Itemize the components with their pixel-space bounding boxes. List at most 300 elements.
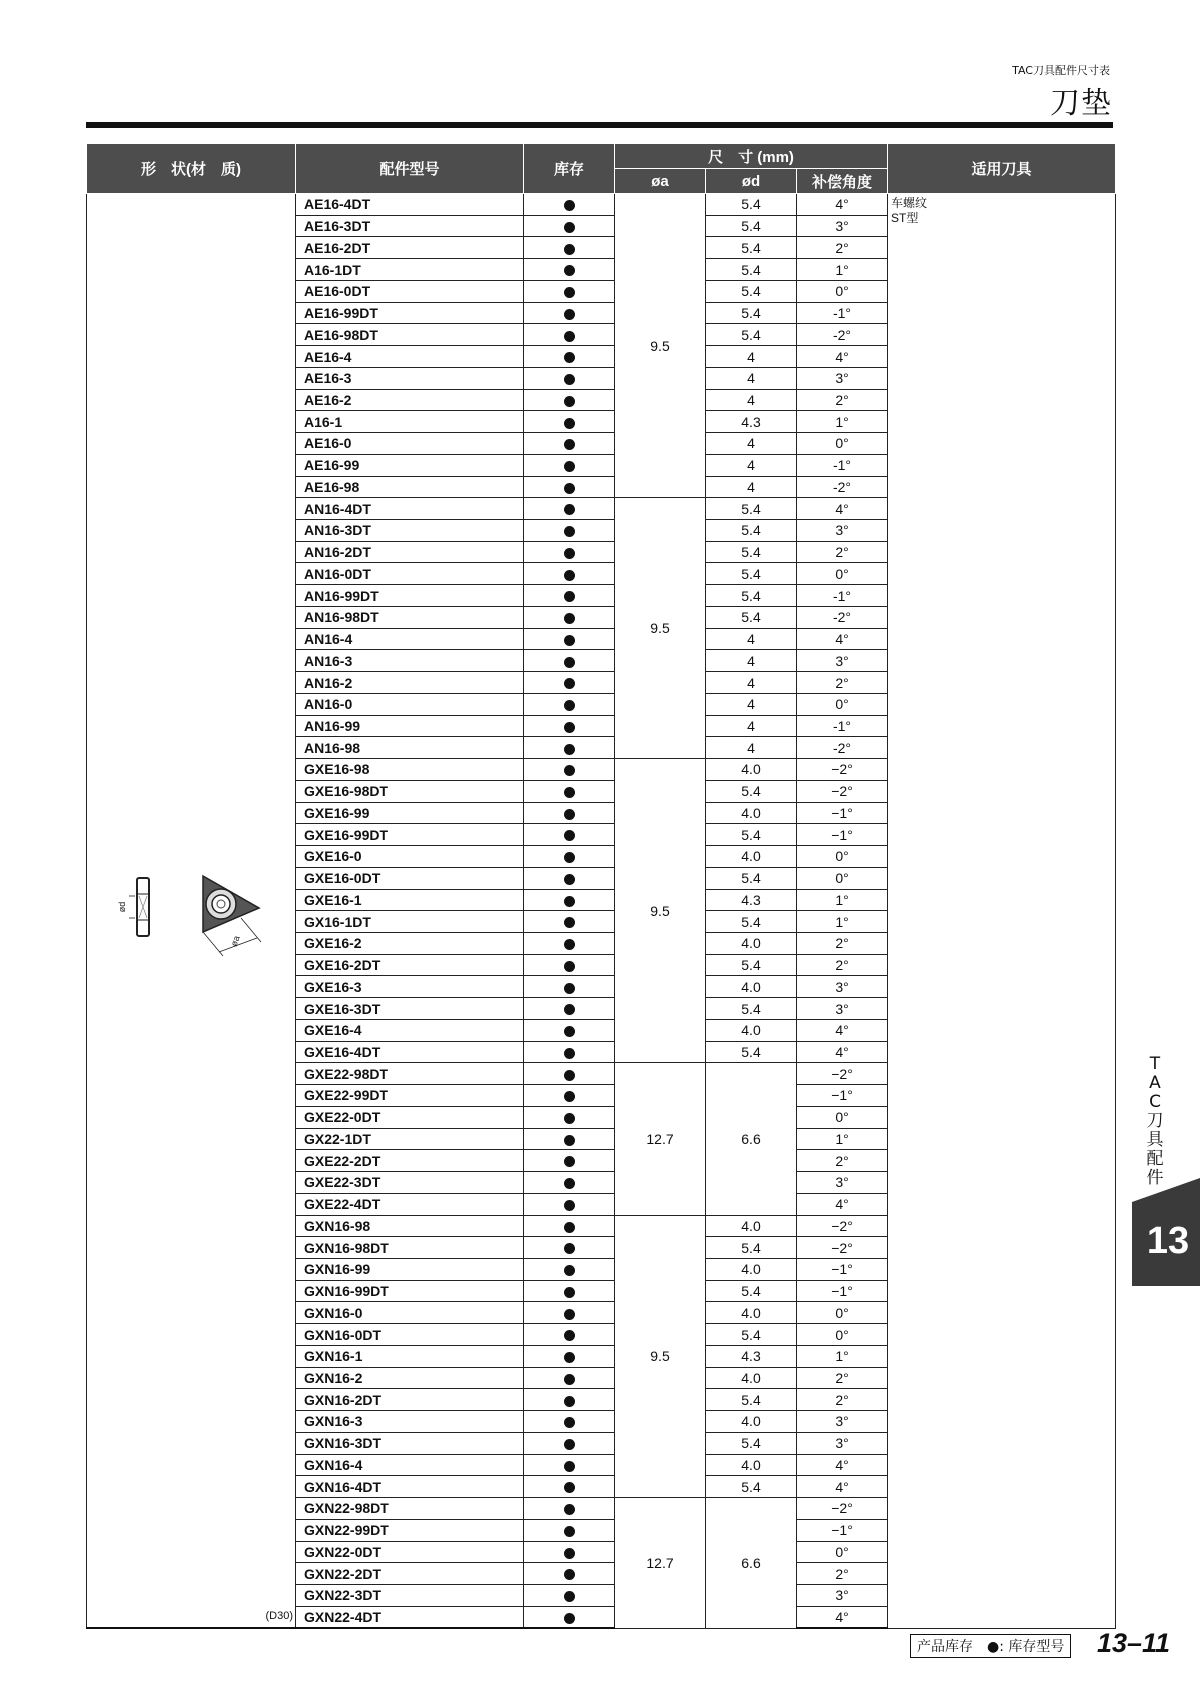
stock-cell — [524, 1063, 615, 1085]
od-value: 5.4 — [706, 280, 797, 302]
stock-dot-icon — [564, 983, 575, 994]
stock-dot-icon — [564, 1417, 575, 1428]
stock-cell — [524, 1498, 615, 1520]
angle-value: -1° — [797, 585, 888, 607]
od-value: 4 — [706, 367, 797, 389]
od-value: 4.0 — [706, 1215, 797, 1237]
stock-cell — [524, 802, 615, 824]
angle-value: 0° — [797, 563, 888, 585]
od-value: 4 — [706, 650, 797, 672]
angle-value: −1° — [797, 1280, 888, 1302]
stock-dot-icon — [564, 1200, 575, 1211]
stock-cell — [524, 911, 615, 933]
stock-dot-icon — [564, 1591, 575, 1602]
od-value: 5.4 — [706, 1389, 797, 1411]
oa-value: 9.5 — [615, 759, 706, 1063]
stock-cell — [524, 846, 615, 868]
angle-value: 2° — [797, 1367, 888, 1389]
od-value: 5.4 — [706, 1280, 797, 1302]
part-number: AN16-99DT — [296, 585, 524, 607]
angle-value: 4° — [797, 628, 888, 650]
table-row — [87, 194, 1116, 216]
part-number: AE16-0 — [296, 433, 524, 455]
stock-cell — [524, 715, 615, 737]
stock-cell — [524, 498, 615, 520]
od-value: 6.6 — [706, 1063, 797, 1215]
stock-dot-icon — [564, 526, 575, 537]
od-value: 4 — [706, 454, 797, 476]
stock-dot-icon — [564, 896, 575, 907]
angle-value: 3° — [797, 650, 888, 672]
stock-cell — [524, 259, 615, 281]
angle-value: −2° — [797, 1063, 888, 1085]
part-number: GXN16-3 — [296, 1411, 524, 1433]
angle-value: −2° — [797, 1498, 888, 1520]
spec-table — [86, 143, 1116, 1629]
stock-cell — [524, 1476, 615, 1498]
stock-cell — [524, 1345, 615, 1367]
stock-cell — [524, 976, 615, 998]
stock-cell — [524, 476, 615, 498]
od-value: 5.4 — [706, 1476, 797, 1498]
od-value: 4 — [706, 628, 797, 650]
stock-cell — [524, 237, 615, 259]
part-number: AE16-3 — [296, 367, 524, 389]
col-header-tool: 适用刀具 — [888, 144, 1116, 194]
angle-value: 3° — [797, 998, 888, 1020]
angle-value: 2° — [797, 389, 888, 411]
part-number: AN16-98 — [296, 737, 524, 759]
col-header-angle: 补偿角度 — [797, 169, 888, 194]
stock-dot-icon — [564, 287, 575, 298]
angle-value: 4° — [797, 1041, 888, 1063]
stock-cell — [524, 1237, 615, 1259]
part-number: GXE16-98DT — [296, 780, 524, 802]
od-value: 5.4 — [706, 954, 797, 976]
stock-dot-icon — [564, 352, 575, 363]
angle-value: 3° — [797, 520, 888, 542]
angle-value: 1° — [797, 411, 888, 433]
angle-value: 0° — [797, 867, 888, 889]
od-value: 4.0 — [706, 802, 797, 824]
stock-dot-icon — [564, 1048, 575, 1059]
part-number: GXE16-0DT — [296, 867, 524, 889]
angle-value: -2° — [797, 476, 888, 498]
stock-dot-icon — [564, 1396, 575, 1407]
stock-cell — [524, 520, 615, 542]
part-number: GXN16-2 — [296, 1367, 524, 1389]
oa-value: 12.7 — [615, 1498, 706, 1629]
od-dimension-label: ød — [117, 901, 127, 912]
od-value: 4.0 — [706, 1454, 797, 1476]
stock-cell — [524, 1258, 615, 1280]
angle-value: 4° — [797, 194, 888, 216]
stock-cell — [524, 693, 615, 715]
col-header-oa: øa — [615, 169, 706, 194]
angle-value: −1° — [797, 802, 888, 824]
oa-value: 9.5 — [615, 498, 706, 759]
angle-value: -1° — [797, 302, 888, 324]
oa-value: 9.5 — [615, 194, 706, 498]
part-number: AE16-3DT — [296, 215, 524, 237]
angle-value: -2° — [797, 606, 888, 628]
angle-value: 0° — [797, 1324, 888, 1346]
od-value: 5.4 — [706, 259, 797, 281]
stock-cell — [524, 824, 615, 846]
side-section-label: T A C 刀 具 配 件 — [1146, 1054, 1164, 1188]
part-number: GXN16-99DT — [296, 1280, 524, 1302]
od-value: 5.4 — [706, 1324, 797, 1346]
angle-value: -2° — [797, 324, 888, 346]
angle-value: 2° — [797, 237, 888, 259]
od-value: 4.0 — [706, 759, 797, 781]
part-number: GXN22-98DT — [296, 1498, 524, 1520]
od-value: 4 — [706, 389, 797, 411]
part-number: AE16-4 — [296, 346, 524, 368]
stock-dot-icon — [564, 635, 575, 646]
angle-value: 2° — [797, 1389, 888, 1411]
stock-dot-icon — [564, 309, 575, 320]
angle-value: 4° — [797, 1193, 888, 1215]
page-title: 刀垫 — [1050, 86, 1112, 121]
angle-value: 1° — [797, 259, 888, 281]
part-number: AN16-2 — [296, 672, 524, 694]
stock-dot-icon — [564, 809, 575, 820]
stock-cell — [524, 650, 615, 672]
part-number: GX22-1DT — [296, 1128, 524, 1150]
stock-dot-icon — [564, 1309, 575, 1320]
page-number: 13–11 — [1097, 1628, 1171, 1658]
od-value: 4 — [706, 433, 797, 455]
od-value: 5.4 — [706, 867, 797, 889]
angle-value: 1° — [797, 911, 888, 933]
stock-cell — [524, 1280, 615, 1302]
stock-dot-icon — [564, 504, 575, 515]
part-number: GXE16-2DT — [296, 954, 524, 976]
part-number: GXE22-4DT — [296, 1193, 524, 1215]
part-number: GXE16-99DT — [296, 824, 524, 846]
stock-dot-icon — [564, 591, 575, 602]
angle-value: 3° — [797, 976, 888, 998]
od-value: 5.4 — [706, 1432, 797, 1454]
part-number: AE16-99DT — [296, 302, 524, 324]
part-number: GXE22-98DT — [296, 1063, 524, 1085]
stock-cell — [524, 1172, 615, 1194]
stock-dot-icon — [564, 1461, 575, 1472]
stock-dot-icon — [564, 200, 575, 211]
part-number: GXN16-0 — [296, 1302, 524, 1324]
od-value: 5.4 — [706, 520, 797, 542]
part-number: GXN16-4DT — [296, 1476, 524, 1498]
od-value: 4.3 — [706, 1345, 797, 1367]
od-value: 5.4 — [706, 237, 797, 259]
col-header-od: ød — [706, 169, 797, 194]
part-number: GXE16-4DT — [296, 1041, 524, 1063]
angle-value: −1° — [797, 824, 888, 846]
od-value: 4.0 — [706, 846, 797, 868]
od-value: 5.4 — [706, 824, 797, 846]
part-number: GXE22-3DT — [296, 1172, 524, 1194]
chapter-number: 13 — [1146, 1220, 1190, 1262]
angle-value: 2° — [797, 672, 888, 694]
part-number: A16-1 — [296, 411, 524, 433]
od-value: 5.4 — [706, 215, 797, 237]
angle-value: 0° — [797, 1106, 888, 1128]
angle-value: 3° — [797, 1411, 888, 1433]
angle-value: 1° — [797, 889, 888, 911]
stock-dot-icon — [564, 874, 575, 885]
stock-cell — [524, 1454, 615, 1476]
angle-value: 4° — [797, 1476, 888, 1498]
angle-value: 2° — [797, 1563, 888, 1585]
angle-value: -1° — [797, 715, 888, 737]
angle-value: -2° — [797, 737, 888, 759]
stock-dot-icon — [564, 374, 575, 385]
stock-dot-icon — [564, 1548, 575, 1559]
part-number: AN16-4 — [296, 628, 524, 650]
stock-dot-icon — [564, 222, 575, 233]
angle-value: 3° — [797, 215, 888, 237]
part-number: GXN22-3DT — [296, 1585, 524, 1607]
od-value: 4.0 — [706, 1367, 797, 1389]
stock-cell — [524, 1519, 615, 1541]
od-value: 5.4 — [706, 498, 797, 520]
part-number: GXN22-0DT — [296, 1541, 524, 1563]
stock-cell — [524, 780, 615, 802]
angle-value: 0° — [797, 1541, 888, 1563]
col-header-dims: 尺 寸 (mm) — [615, 144, 888, 169]
od-value: 4 — [706, 737, 797, 759]
stock-dot-icon — [564, 548, 575, 559]
angle-value: 1° — [797, 1128, 888, 1150]
part-number: GXE16-3 — [296, 976, 524, 998]
stock-dot-icon — [564, 1613, 575, 1624]
angle-value: 0° — [797, 693, 888, 715]
stock-dot-icon — [564, 744, 575, 755]
part-number: AE16-4DT — [296, 194, 524, 216]
shape-cell — [87, 194, 296, 1629]
od-value: 5.4 — [706, 585, 797, 607]
stock-cell — [524, 1411, 615, 1433]
stock-cell — [524, 1215, 615, 1237]
stock-cell — [524, 454, 615, 476]
stock-dot-icon — [564, 1504, 575, 1515]
part-number: GXE16-99 — [296, 802, 524, 824]
stock-dot-icon — [564, 1287, 575, 1298]
od-value: 4.0 — [706, 1302, 797, 1324]
part-number: GXN16-98 — [296, 1215, 524, 1237]
part-number: GXE16-3DT — [296, 998, 524, 1020]
stock-dot-icon — [564, 1178, 575, 1189]
stock-dot-icon — [564, 1330, 575, 1341]
stock-cell — [524, 1324, 615, 1346]
stock-cell — [524, 606, 615, 628]
stock-dot-icon — [564, 1439, 575, 1450]
stock-cell — [524, 1041, 615, 1063]
stock-dot-icon — [564, 439, 575, 450]
part-number: GXN22-2DT — [296, 1563, 524, 1585]
od-value: 4 — [706, 693, 797, 715]
stock-cell — [524, 1085, 615, 1107]
stock-dot-icon — [564, 1135, 575, 1146]
angle-value: −2° — [797, 759, 888, 781]
stock-dot-icon — [564, 1569, 575, 1580]
angle-value: 4° — [797, 346, 888, 368]
od-value: 4.0 — [706, 932, 797, 954]
stock-dot-icon — [564, 570, 575, 581]
part-number: GXE16-1 — [296, 889, 524, 911]
stock-cell — [524, 433, 615, 455]
stock-dot-icon — [564, 1113, 575, 1124]
stock-dot-icon — [564, 461, 575, 472]
stock-dot-icon — [564, 1265, 575, 1276]
stock-cell — [524, 215, 615, 237]
stock-legend: 产品库存 ●: 库存型号 — [910, 1634, 1071, 1658]
oa-value: 9.5 — [615, 1215, 706, 1498]
od-value: 5.4 — [706, 1237, 797, 1259]
part-number: GXN16-98DT — [296, 1237, 524, 1259]
od-value: 5.4 — [706, 563, 797, 585]
angle-value: −2° — [797, 1215, 888, 1237]
part-number: GXN22-99DT — [296, 1519, 524, 1541]
stock-dot-icon — [564, 765, 575, 776]
header-rule — [86, 122, 1113, 128]
angle-value: 4° — [797, 1454, 888, 1476]
od-value: 4 — [706, 476, 797, 498]
material-note: (D30) — [265, 1610, 293, 1623]
stock-cell — [524, 1128, 615, 1150]
angle-value: 2° — [797, 954, 888, 976]
angle-value: −1° — [797, 1085, 888, 1107]
stock-cell — [524, 1432, 615, 1454]
stock-cell — [524, 324, 615, 346]
angle-value: 0° — [797, 846, 888, 868]
stock-dot-icon — [564, 244, 575, 255]
stock-dot-icon — [564, 1526, 575, 1537]
stock-cell — [524, 346, 615, 368]
part-number: AN16-3DT — [296, 520, 524, 542]
applicable-tool: 车螺纹 ST型 — [888, 194, 1116, 1629]
angle-value: −1° — [797, 1519, 888, 1541]
stock-cell — [524, 932, 615, 954]
angle-value: 3° — [797, 1432, 888, 1454]
stock-cell — [524, 1302, 615, 1324]
stock-cell — [524, 1389, 615, 1411]
part-number: GXN16-2DT — [296, 1389, 524, 1411]
stock-cell — [524, 1019, 615, 1041]
part-number: AE16-98DT — [296, 324, 524, 346]
stock-dot-icon — [564, 1004, 575, 1015]
angle-value: 4° — [797, 1606, 888, 1628]
angle-value: 2° — [797, 932, 888, 954]
stock-cell — [524, 1585, 615, 1607]
stock-dot-icon — [564, 1243, 575, 1254]
angle-value: -1° — [797, 454, 888, 476]
stock-cell — [524, 194, 615, 216]
part-number: AN16-0 — [296, 693, 524, 715]
angle-value: 0° — [797, 433, 888, 455]
spec-table-body — [87, 194, 1116, 1629]
stock-cell — [524, 889, 615, 911]
angle-value: 4° — [797, 498, 888, 520]
part-number: GXN16-0DT — [296, 1324, 524, 1346]
stock-dot-icon — [564, 1156, 575, 1167]
stock-dot-icon — [564, 830, 575, 841]
od-value: 4.0 — [706, 1411, 797, 1433]
col-header-part-no: 配件型号 — [296, 144, 524, 194]
part-number: GXE16-98 — [296, 759, 524, 781]
part-number: GXE22-0DT — [296, 1106, 524, 1128]
part-number: GX16-1DT — [296, 911, 524, 933]
od-value: 4 — [706, 715, 797, 737]
angle-value: −1° — [797, 1258, 888, 1280]
part-number: AE16-0DT — [296, 280, 524, 302]
stock-dot-icon — [564, 787, 575, 798]
stock-dot-icon — [564, 1482, 575, 1493]
part-number: GXN22-4DT — [296, 1606, 524, 1628]
stock-cell — [524, 302, 615, 324]
stock-dot-icon — [564, 483, 575, 494]
stock-dot-icon — [564, 1026, 575, 1037]
stock-cell — [524, 1606, 615, 1628]
part-number: GXN16-99 — [296, 1258, 524, 1280]
stock-dot-icon — [564, 396, 575, 407]
od-value: 5.4 — [706, 324, 797, 346]
angle-value: 2° — [797, 541, 888, 563]
angle-value: −2° — [797, 780, 888, 802]
od-value: 5.4 — [706, 606, 797, 628]
stock-cell — [524, 1541, 615, 1563]
stock-cell — [524, 541, 615, 563]
stock-dot-icon — [564, 331, 575, 342]
angle-value: 3° — [797, 1585, 888, 1607]
header-subtitle: TAC刀具配件尺寸表 — [1012, 64, 1110, 77]
stock-cell — [524, 367, 615, 389]
stock-cell — [524, 411, 615, 433]
stock-dot-icon — [564, 613, 575, 624]
od-value: 5.4 — [706, 194, 797, 216]
stock-cell — [524, 998, 615, 1020]
stock-cell — [524, 1193, 615, 1215]
part-number: AN16-4DT — [296, 498, 524, 520]
part-number: AE16-98 — [296, 476, 524, 498]
part-number: GXN16-1 — [296, 1345, 524, 1367]
part-number: GXE22-99DT — [296, 1085, 524, 1107]
stock-dot-icon — [564, 1374, 575, 1385]
od-value: 5.4 — [706, 1041, 797, 1063]
part-number: AE16-2DT — [296, 237, 524, 259]
stock-cell — [524, 759, 615, 781]
od-value: 5.4 — [706, 911, 797, 933]
stock-cell — [524, 1106, 615, 1128]
od-value: 6.6 — [706, 1498, 797, 1629]
od-value: 4.3 — [706, 889, 797, 911]
stock-cell — [524, 280, 615, 302]
part-number: GXE22-2DT — [296, 1150, 524, 1172]
angle-value: 1° — [797, 1345, 888, 1367]
part-number: GXN16-4 — [296, 1454, 524, 1476]
stock-dot-icon — [564, 700, 575, 711]
stock-cell — [524, 954, 615, 976]
part-number: AE16-99 — [296, 454, 524, 476]
stock-cell — [524, 1563, 615, 1585]
oa-value: 12.7 — [615, 1063, 706, 1215]
angle-value: 3° — [797, 1172, 888, 1194]
od-value: 4.3 — [706, 411, 797, 433]
col-header-shape: 形 状(材 质) — [87, 144, 296, 194]
part-number: A16-1DT — [296, 259, 524, 281]
stock-dot-icon — [564, 722, 575, 733]
